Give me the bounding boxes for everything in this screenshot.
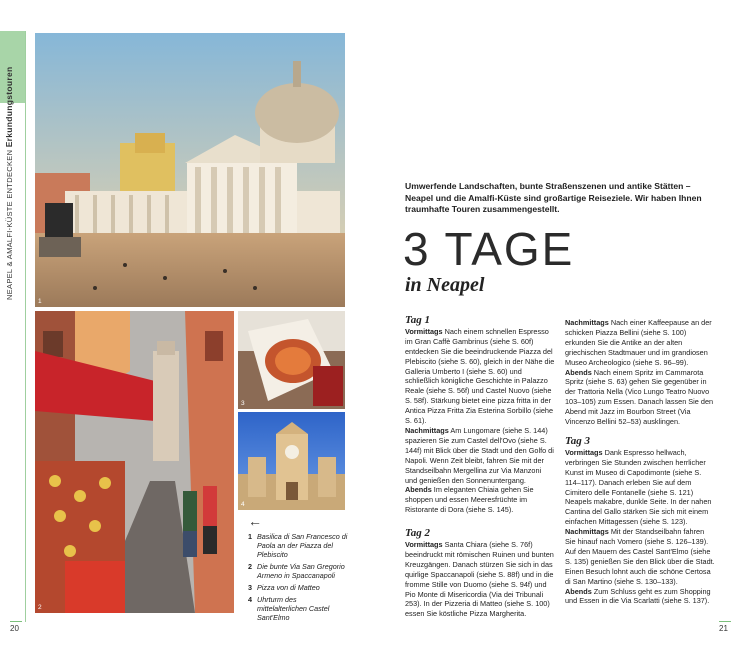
time-label: Nachmittags	[405, 425, 449, 435]
side-label-section: Erkundungstouren	[4, 66, 14, 148]
day-text: Nach einem schnellen Espresso im Gran Caffè Gambrinus (siehe S. 60f) entdecken Sie die beeindruckende Piazza del Plebiscito (siehe S. 60), gleich in der Nähe die Galleria Umberto I (siehe S. 60) und schließlich königliche Geschichte in Palazzo Reale (siehe S. 56f) und Castel Nuovo (siehe S. 58f). Stärkung bietet eine pizza fritta in der Antica Pizza Fritta Zia Esterina Sorbillo (siehe S. 61).	[405, 326, 555, 426]
day-text: Im eleganten Chiaia gehen Sie shoppen und essen Meeresfrüchte im Ristorante di Dora (siehe S. 145).	[405, 485, 534, 515]
photo-number-label: 3	[241, 400, 245, 407]
time-label: Abends	[565, 586, 592, 596]
caption-number: 4	[248, 595, 252, 604]
caption-arrow-icon: ←	[248, 513, 262, 529]
time-label: Vormittags	[405, 540, 443, 550]
photo-piazza-image	[35, 33, 345, 307]
day-text: Santa Chiara (siehe S. 76f) beeindruckt mit römischen Ruinen und bunten Kreuzgängen. Danach stürzen Sie sich in das quirlige Spaccanapoli (siehe S. 88f) und in die fromme Stille von Duomo (siehe S. 94f) und Pio Monte di Misericordia (Via dei Tribunali 253). In der Pizzeria di Matteo (siehe S. 100) essen Sie köstliche Pizza Margherita.	[405, 540, 554, 619]
day-text: Am Lungomare (siehe S. 144) spazieren Sie zum Castel dell'Ovo (siehe S. 144f) mit Blick über die Stadt und den Golfo di Napoli. Wenn Zeit bleibt, fahren Sie mit der Standseilbahn Mergellina zur Via Manzoni und genießen den Sonnenuntergang.	[405, 425, 554, 485]
column-left	[405, 316, 555, 628]
day1-block	[405, 327, 555, 515]
time-label: Vormittags	[565, 447, 603, 457]
caption-item	[248, 583, 348, 592]
photo-tower-image	[238, 412, 345, 510]
divider-line	[25, 31, 26, 622]
page-number-rule	[719, 621, 731, 622]
time-label: Abends	[405, 485, 432, 495]
caption-item	[248, 595, 348, 622]
intro-text: Umwerfende Landschaften, bunte Straßenszenen und antike Stätten – Neapel und die Amalfi-Küste sind großartige Reiseziele. Wir haben Ihnen traumhafte Touren zusammengestellt.	[405, 181, 702, 214]
photo-pizza-di-matteo	[238, 311, 345, 409]
time-label: Nachmittags	[565, 318, 609, 327]
page-number-rule	[10, 621, 22, 622]
photo-castel-sant-elmo	[238, 412, 345, 510]
day2-block-morning	[405, 540, 555, 619]
time-label: Vormittags	[405, 326, 443, 336]
time-label: Nachmittags	[565, 527, 609, 537]
caption-text: Uhrturm des mittelalterlichen Castel Sant'Elmo	[257, 595, 330, 622]
caption-text: Die bunte Via San Gregorio Armeno in Spaccanapoli	[257, 562, 345, 580]
day2-block-rest	[565, 318, 715, 427]
day-text: Mit der Standseilbahn fahren Sie hinauf nach Vomero (siehe S. 126–139). Auf den Mauern des Castel Sant'Elmo (siehe S. 135) genießen Sie den Blick über die Stadt. Einen Besuch lohnt auch die schöne Certosa di San Martino (siehe S. 130–133).	[565, 527, 715, 586]
caption-number: 1	[248, 532, 252, 541]
photo-number-label: 4	[241, 501, 245, 508]
day3-block	[565, 448, 715, 607]
column-right	[565, 318, 715, 615]
caption-text: Pizza von di Matteo	[257, 583, 320, 592]
photo-piazza-plebiscito	[35, 33, 345, 307]
caption-number: 2	[248, 562, 252, 571]
photo-captions	[248, 532, 348, 625]
page-subtitle: in Neapel	[405, 274, 485, 296]
photo-pizza-image	[238, 311, 345, 409]
caption-item	[248, 562, 348, 580]
day-heading: Tag 1	[405, 314, 430, 326]
photo-san-gregorio-armeno	[35, 311, 234, 613]
side-label-prefix: NEAPEL & AMALFI-KÜSTE ENTDECKEN	[5, 149, 14, 300]
photo-street-image	[35, 311, 234, 613]
day-text: Dank Espresso hellwach, verbringen Sie Stunden zwischen herrlicher Kunst im Museo di Capodimonte (siehe S. 114–117). Danach erleben Sie auf dem Cimitero delle Fontanelle (siehe S. 121) Neapels makabre, dunkle Seite. In der nahen Cantina del Gallo stärken Sie sich mit einem einfachen Mittagessen (siehe S. 123).	[565, 447, 712, 527]
caption-text: Basilica di San Francesco di Paola an der Piazza del Plebiscito	[257, 532, 348, 559]
day-text: Nach einem Spritz im Cammarota Spritz (siehe S. 63) gehen Sie gegenüber in der Trattoria Nella (Vico Lungo Teatro Nuovo 103–105) zum Essen. Danach lassen Sie den Abend mit Jazz im Bourbon Street (Via Vincenzo Bellini 52–53) ausklingen.	[565, 367, 714, 427]
page-number-right: 21	[719, 624, 728, 633]
time-label: Abends	[565, 367, 592, 377]
day-text: Zum Schluss geht es zum Shopping und Essen in die Via Scarlatti (siehe S. 137).	[565, 586, 711, 606]
day-heading: Tag 2	[405, 527, 430, 540]
caption-number: 3	[248, 583, 252, 592]
day-heading: Tag 3	[565, 434, 590, 447]
photo-number-label: 2	[38, 604, 42, 611]
caption-item	[248, 532, 348, 559]
photo-number-label: 1	[38, 298, 42, 305]
day-text: Nach einer Kaffeepause an der schicken Piazza Bellini (siehe S. 100) erkunden Sie die Antike an der alten griechischen Stadtmauer und im grandiosen Museo Archeologico (siehe S. 96–99).	[565, 318, 712, 367]
page-number-left: 20	[10, 624, 19, 633]
section-side-label	[4, 0, 14, 300]
page-title: 3 TAGE	[403, 223, 575, 275]
